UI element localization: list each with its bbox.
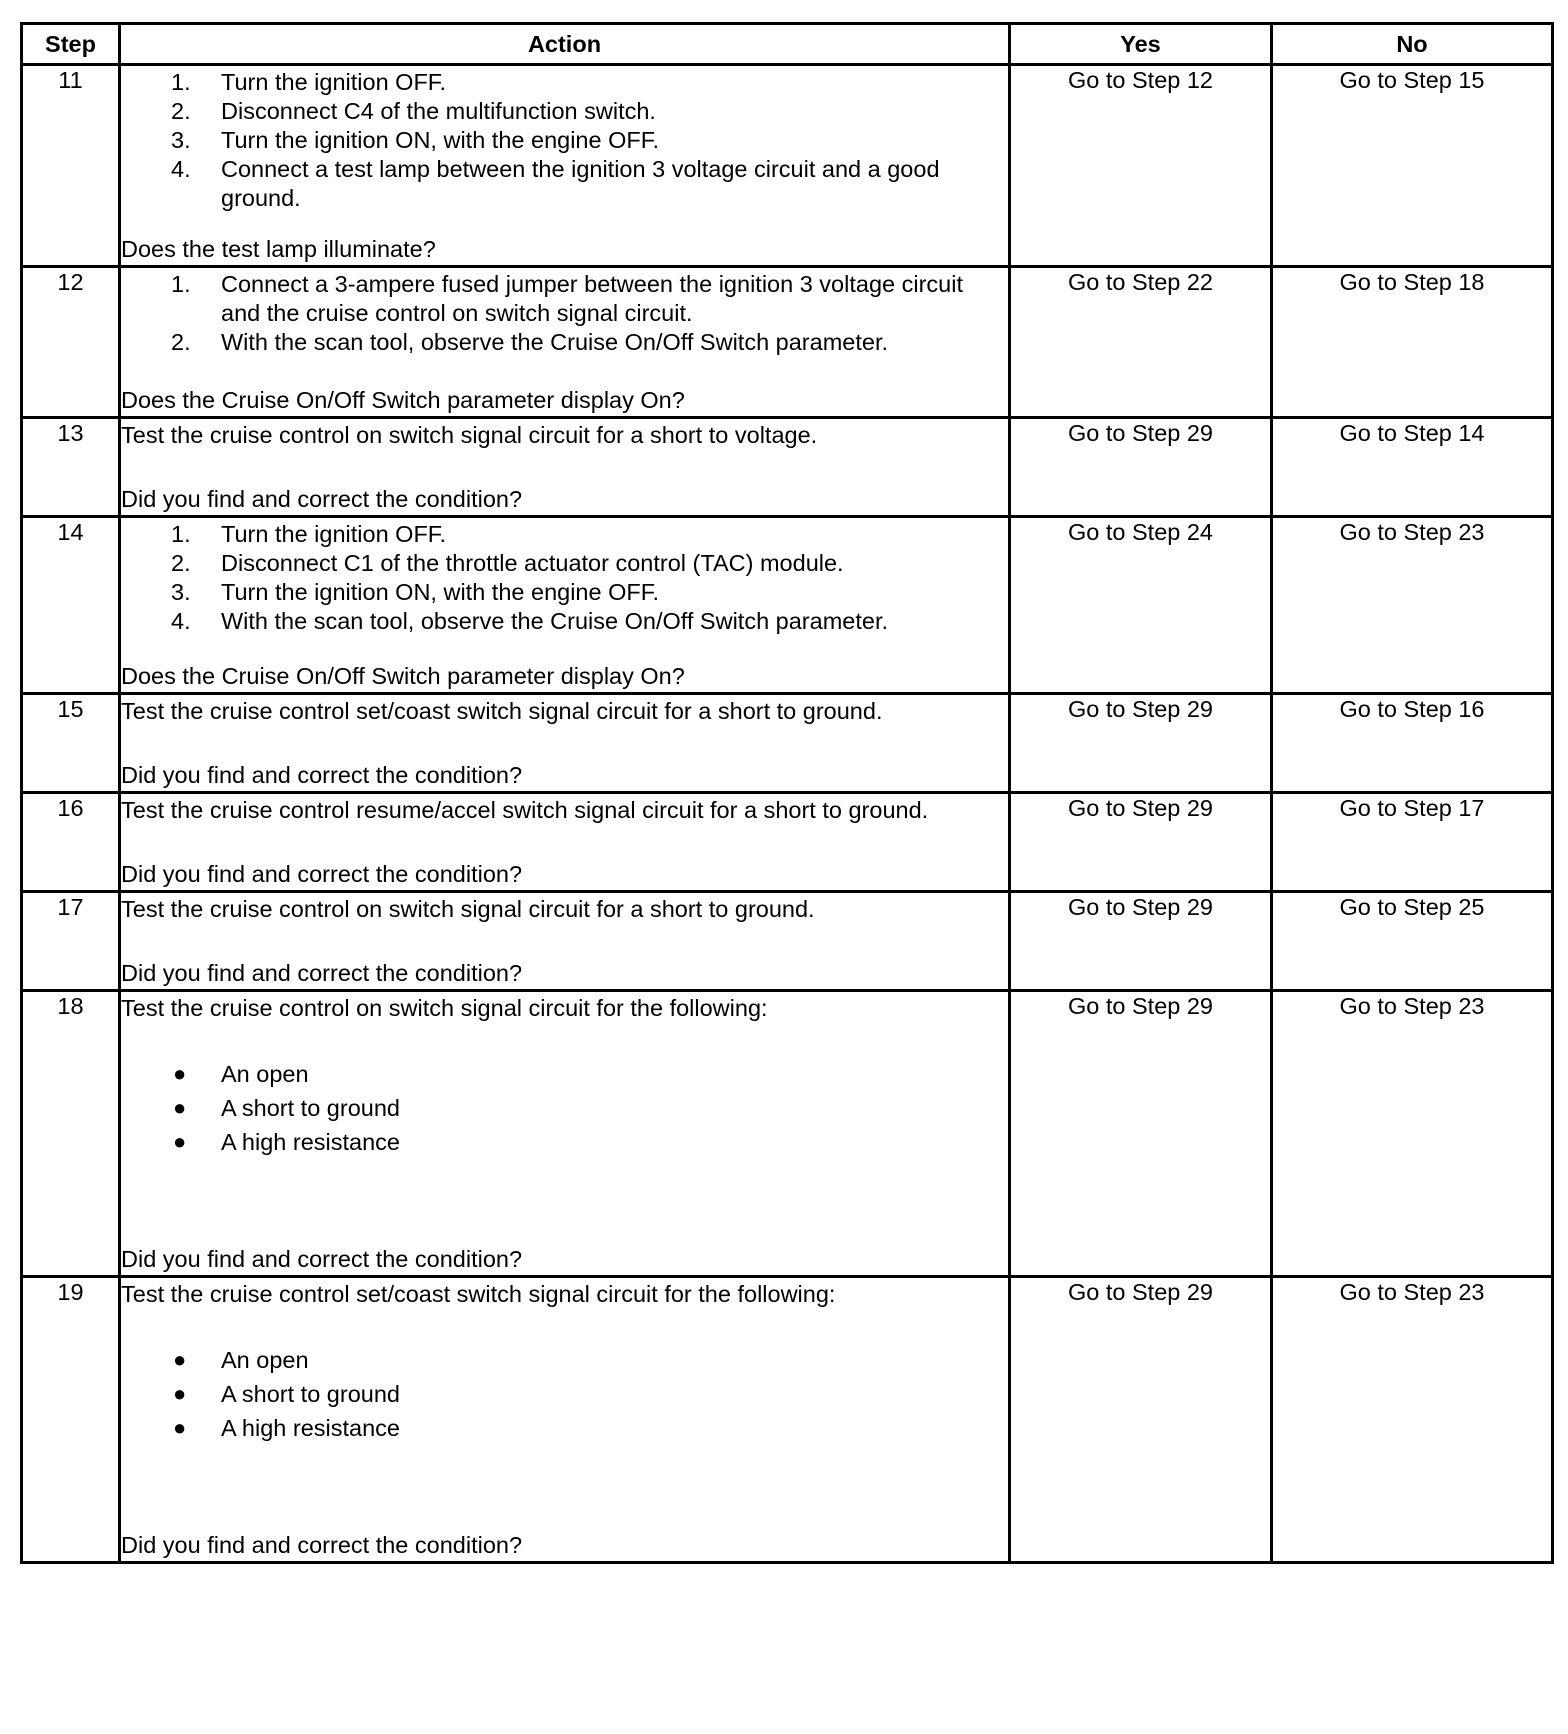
step-number: 14 <box>22 517 120 694</box>
action-cell <box>120 267 1010 418</box>
table-row <box>22 418 1553 517</box>
action-content <box>121 518 1008 691</box>
procedure-item-number: 3. <box>171 127 191 153</box>
procedure-list <box>121 68 1008 213</box>
table-row <box>22 991 1553 1277</box>
step-number: 11 <box>22 65 120 267</box>
action-cell <box>120 1277 1010 1563</box>
header-no: No <box>1272 24 1553 65</box>
condition-list <box>121 1057 1008 1159</box>
action-cell <box>120 418 1010 517</box>
condition-item <box>121 1411 1008 1445</box>
procedure-item-text: Turn the ignition OFF. <box>221 521 447 547</box>
action-content <box>121 992 1008 1274</box>
procedure-item-number: 1. <box>171 69 191 95</box>
action-cell <box>120 65 1010 267</box>
condition-item-text: A short to ground <box>221 1381 400 1407</box>
procedure-item-text: With the scan tool, observe the Cruise On/Off Switch parameter. <box>221 329 889 355</box>
procedure-item-number: 4. <box>171 156 191 182</box>
action-cell <box>120 892 1010 991</box>
procedure-item <box>121 328 1008 357</box>
procedure-list <box>121 520 1008 636</box>
procedure-item-number: 1. <box>171 521 191 547</box>
procedure-item-text: With the scan tool, observe the Cruise On/Off Switch parameter. <box>221 608 889 634</box>
bullet-icon: ● <box>173 1381 187 1406</box>
action-cell <box>120 694 1010 793</box>
condition-list <box>121 1343 1008 1445</box>
procedure-item-number: 2. <box>171 329 191 355</box>
yes-result: Go to Step 22 <box>1010 267 1272 418</box>
yes-result: Go to Step 24 <box>1010 517 1272 694</box>
step-number: 12 <box>22 267 120 418</box>
procedure-item <box>121 97 1008 126</box>
action-content <box>121 695 1008 790</box>
no-result: Go to Step 23 <box>1272 1277 1553 1563</box>
table-row <box>22 517 1553 694</box>
step-number: 16 <box>22 793 120 892</box>
table-body <box>22 65 1553 1563</box>
procedure-item-text: Disconnect C1 of the throttle actuator control (TAC) module. <box>221 550 844 576</box>
table-row <box>22 793 1553 892</box>
action-question: Did you find and correct the condition? <box>121 960 523 986</box>
procedure-item-number: 2. <box>171 98 191 124</box>
no-result: Go to Step 14 <box>1272 418 1553 517</box>
action-cell <box>120 793 1010 892</box>
action-instruction: Test the cruise control set/coast switch signal circuit for a short to ground. <box>121 698 883 724</box>
procedure-item <box>121 520 1008 549</box>
bullet-icon: ● <box>173 1415 187 1440</box>
action-cell <box>120 517 1010 694</box>
no-result: Go to Step 17 <box>1272 793 1553 892</box>
action-cell <box>120 991 1010 1277</box>
action-question: Did you find and correct the condition? <box>121 861 523 887</box>
procedure-item-number: 4. <box>171 608 191 634</box>
condition-item-text: A short to ground <box>221 1095 400 1121</box>
yes-result: Go to Step 29 <box>1010 892 1272 991</box>
yes-result: Go to Step 29 <box>1010 991 1272 1277</box>
yes-result: Go to Step 29 <box>1010 793 1272 892</box>
header-action: Action <box>120 24 1010 65</box>
step-number: 18 <box>22 991 120 1277</box>
procedure-item <box>121 607 1008 636</box>
yes-result: Go to Step 29 <box>1010 418 1272 517</box>
diagnostic-table <box>20 22 1554 1564</box>
yes-result: Go to Step 29 <box>1010 1277 1272 1563</box>
procedure-item-number: 1. <box>171 271 191 297</box>
procedure-item <box>121 155 1008 213</box>
procedure-item-number: 3. <box>171 579 191 605</box>
no-result: Go to Step 16 <box>1272 694 1553 793</box>
step-number: 17 <box>22 892 120 991</box>
action-question: Did you find and correct the condition? <box>121 486 523 512</box>
action-question: Does the Cruise On/Off Switch parameter display On? <box>121 387 685 413</box>
action-content <box>121 419 1008 514</box>
bullet-icon: ● <box>173 1129 187 1154</box>
yes-result: Go to Step 12 <box>1010 65 1272 267</box>
action-instruction: Test the cruise control resume/accel switch signal circuit for a short to ground. <box>121 797 929 823</box>
action-instruction: Test the cruise control on switch signal circuit for a short to voltage. <box>121 422 818 448</box>
condition-item-text: A high resistance <box>221 1415 400 1441</box>
condition-item-text: A high resistance <box>221 1129 400 1155</box>
table-row <box>22 694 1553 793</box>
condition-item <box>121 1377 1008 1411</box>
bullet-icon: ● <box>173 1347 187 1372</box>
action-instruction: Test the cruise control set/coast switch signal circuit for the following: <box>121 1281 836 1307</box>
table-row <box>22 1277 1553 1563</box>
diagnostic-table-page <box>20 22 1551 1564</box>
action-question: Does the Cruise On/Off Switch parameter display On? <box>121 663 685 689</box>
procedure-item-text: Disconnect C4 of the multifunction switch. <box>221 98 656 124</box>
procedure-item-text: Turn the ignition OFF. <box>221 69 447 95</box>
no-result: Go to Step 25 <box>1272 892 1553 991</box>
action-instruction: Test the cruise control on switch signal circuit for a short to ground. <box>121 896 815 922</box>
action-content <box>121 1278 1008 1560</box>
action-content <box>121 893 1008 988</box>
header-step: Step <box>22 24 120 65</box>
condition-item <box>121 1343 1008 1377</box>
table-row <box>22 65 1553 267</box>
condition-item-text: An open <box>221 1347 309 1373</box>
action-question: Does the test lamp illuminate? <box>121 236 436 262</box>
no-result: Go to Step 18 <box>1272 267 1553 418</box>
procedure-item-text: Connect a 3-ampere fused jumper between the ignition 3 voltage circuit and the cruise control on switch signal circuit. <box>221 271 963 326</box>
no-result: Go to Step 23 <box>1272 517 1553 694</box>
procedure-item-text: Turn the ignition ON, with the engine OFF. <box>221 127 660 153</box>
action-question: Did you find and correct the condition? <box>121 1532 523 1558</box>
table-row <box>22 267 1553 418</box>
yes-result: Go to Step 29 <box>1010 694 1272 793</box>
procedure-item-text: Connect a test lamp between the ignition 3 voltage circuit and a good ground. <box>221 156 940 211</box>
header-yes: Yes <box>1010 24 1272 65</box>
procedure-item <box>121 270 1008 328</box>
procedure-item <box>121 68 1008 97</box>
step-number: 13 <box>22 418 120 517</box>
action-content <box>121 268 1008 415</box>
condition-item <box>121 1125 1008 1159</box>
table-row <box>22 892 1553 991</box>
condition-item-text: An open <box>221 1061 309 1087</box>
procedure-item <box>121 549 1008 578</box>
action-question: Did you find and correct the condition? <box>121 1246 523 1272</box>
action-content <box>121 66 1008 264</box>
no-result: Go to Step 15 <box>1272 65 1553 267</box>
procedure-item-text: Turn the ignition ON, with the engine OFF. <box>221 579 660 605</box>
procedure-item <box>121 126 1008 155</box>
procedure-item <box>121 578 1008 607</box>
procedure-item-number: 2. <box>171 550 191 576</box>
procedure-list <box>121 270 1008 357</box>
action-question: Did you find and correct the condition? <box>121 762 523 788</box>
condition-item <box>121 1057 1008 1091</box>
table-header-row <box>22 24 1553 65</box>
action-content <box>121 794 1008 889</box>
action-instruction: Test the cruise control on switch signal circuit for the following: <box>121 995 768 1021</box>
condition-item <box>121 1091 1008 1125</box>
bullet-icon: ● <box>173 1061 187 1086</box>
no-result: Go to Step 23 <box>1272 991 1553 1277</box>
step-number: 19 <box>22 1277 120 1563</box>
step-number: 15 <box>22 694 120 793</box>
bullet-icon: ● <box>173 1095 187 1120</box>
